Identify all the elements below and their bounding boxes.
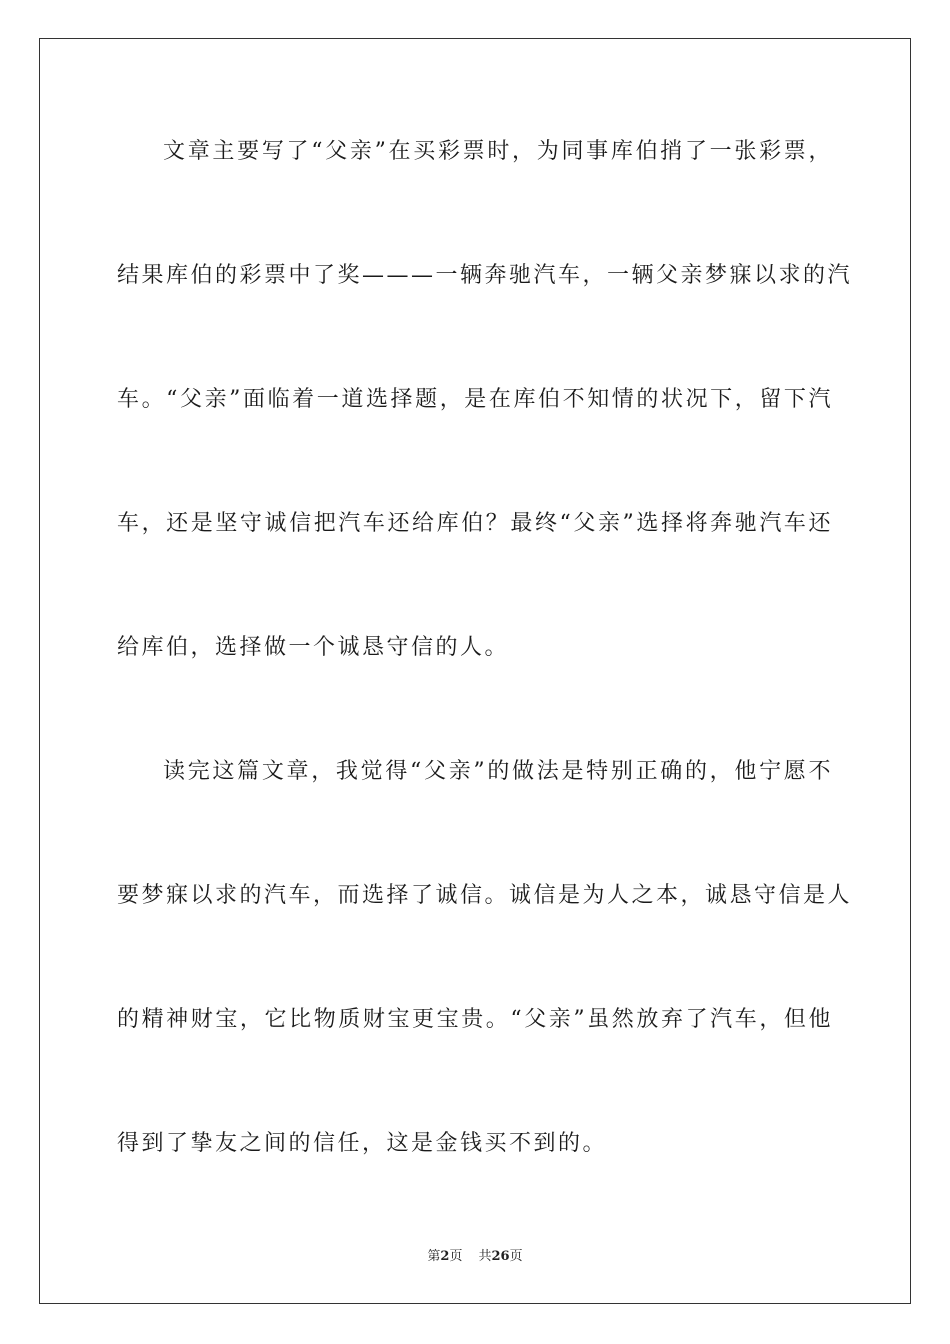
paragraph-1-line-4: 车，还是坚守诚信把汽车还给库伯？最终“父亲”选择将奔驰汽车还 [117, 511, 833, 536]
paragraph-1-line-1: 文章主要写了“父亲”在买彩票时，为同事库伯捎了一张彩票， [163, 139, 833, 164]
paragraph-2-line-1: 读完这篇文章，我觉得“父亲”的做法是特别正确的，他宁愿不 [163, 759, 833, 784]
paragraph-2-line-3: 的精神财宝，它比物质财宝更宝贵。“父亲”虽然放弃了汽车，但他 [117, 1007, 833, 1032]
page-suffix: 页 [449, 1249, 463, 1264]
total-prefix: 共 [478, 1249, 492, 1264]
total-suffix: 页 [509, 1249, 523, 1264]
paragraph-1-line-3: 车。“父亲”面临着一道选择题，是在库伯不知情的状况下，留下汽 [117, 387, 833, 412]
paragraph-1-line-2: 结果库伯的彩票中了奖———一辆奔驰汽车，一辆父亲梦寐以求的汽 [117, 263, 853, 288]
paragraph-2-line-2: 要梦寐以求的汽车，而选择了诚信。诚信是为人之本，诚恳守信是人 [117, 883, 853, 908]
paragraph-1-line-5: 给库伯，选择做一个诚恳守信的人。 [117, 635, 510, 660]
page-footer [0, 1248, 950, 1266]
total-pages: 26 [491, 1249, 510, 1264]
page-number: 2 [440, 1249, 450, 1264]
paragraph-2-line-4: 得到了挚友之间的信任，这是金钱买不到的。 [117, 1131, 608, 1156]
page-prefix: 第 [427, 1249, 441, 1264]
page-border [39, 38, 911, 1304]
